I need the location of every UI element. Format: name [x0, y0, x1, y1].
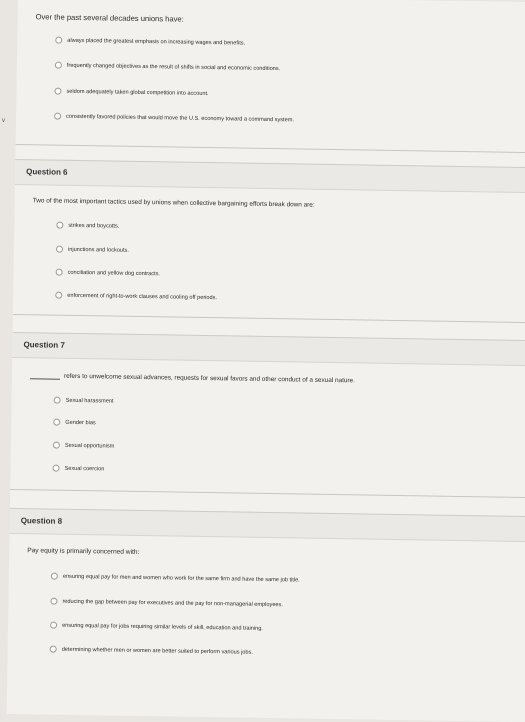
question-8-title: Question 8 — [20, 516, 63, 526]
q8-option-3[interactable]: ensuring equal pay for jobs requiring similar levels of skill, education and training. — [50, 622, 263, 632]
q6-option-1[interactable]: strikes and boycotts. — [56, 222, 119, 230]
question-7-header — [12, 332, 525, 366]
radio-icon[interactable] — [54, 113, 61, 120]
radio-icon[interactable] — [55, 292, 62, 299]
radio-icon[interactable] — [50, 598, 57, 605]
radio-icon[interactable] — [56, 222, 63, 229]
divider — [16, 144, 525, 153]
q6-option-4[interactable]: enforcement of right-to-work clauses and cooling off periods. — [55, 292, 217, 302]
question-6-prompt: Two of the most important tactics used by unions when collective bargaining efforts break down are: — [32, 197, 315, 209]
q5-option-4[interactable]: consistently favored policies that would move the U.S. economy toward a command system. — [54, 113, 294, 124]
radio-icon[interactable] — [53, 442, 60, 449]
q8-option-4[interactable]: determining whether men or women are better suited to perform various jobs. — [50, 646, 253, 656]
radio-icon[interactable] — [53, 419, 60, 426]
q6-option-3[interactable]: conciliation and yellow dog contracts. — [56, 269, 160, 278]
q7-option-4[interactable]: Sexual coercion — [53, 465, 105, 473]
question-6-header — [15, 159, 525, 193]
question-7-prompt: refers to unwelcome sexual advances, requests for sexual favors and other conduct of a sexual nature. — [30, 372, 525, 387]
question-8 — [27, 547, 525, 656]
q6-option-2[interactable]: injunctions and lockouts. — [56, 246, 129, 254]
radio-icon[interactable] — [53, 465, 60, 472]
question-7 — [30, 372, 525, 473]
radio-icon[interactable] — [55, 37, 62, 44]
q5-option-2[interactable]: frequently changed objectives as the result of shifts in social and economic conditions. — [55, 62, 280, 73]
radio-icon[interactable] — [56, 246, 63, 253]
radio-icon[interactable] — [56, 269, 63, 276]
q5-option-1[interactable]: always placed the greatest emphasis on increasing wages and benefits. — [55, 37, 245, 47]
radio-icon[interactable] — [51, 573, 58, 580]
quiz-page — [7, 0, 525, 722]
q8-option-2[interactable]: reducing the gap between pay for executives and the pay for non-managerial employees. — [50, 598, 283, 609]
divider — [13, 314, 525, 323]
q7-option-3[interactable]: Sexual opportunism — [53, 442, 115, 450]
q8-option-1[interactable]: ensuring equal pay for men and women who work for the same firm and have the same job title. — [51, 573, 300, 584]
question-7-title: Question 7 — [23, 340, 65, 350]
radio-icon[interactable] — [50, 646, 57, 653]
radio-icon[interactable] — [54, 88, 61, 95]
fill-in-blank — [30, 378, 60, 379]
question-8-header — [10, 508, 525, 542]
q7-option-2[interactable]: Gender bias — [53, 419, 96, 427]
margin-mark: v — [2, 118, 5, 124]
q5-option-3[interactable]: seldom adequately taken global competition into account. — [54, 88, 208, 97]
question-5-prompt: Over the past several decades unions have: — [35, 12, 184, 24]
question-5 — [35, 12, 525, 124]
question-8-prompt: Pay equity is primarily concerned with: — [27, 547, 140, 556]
radio-icon[interactable] — [54, 397, 61, 404]
radio-icon[interactable] — [50, 622, 57, 629]
q7-option-1[interactable]: Sexual harassment — [54, 397, 114, 405]
radio-icon[interactable] — [55, 62, 62, 69]
question-6-title: Question 6 — [26, 167, 68, 177]
divider — [10, 489, 525, 498]
question-6 — [32, 197, 525, 302]
